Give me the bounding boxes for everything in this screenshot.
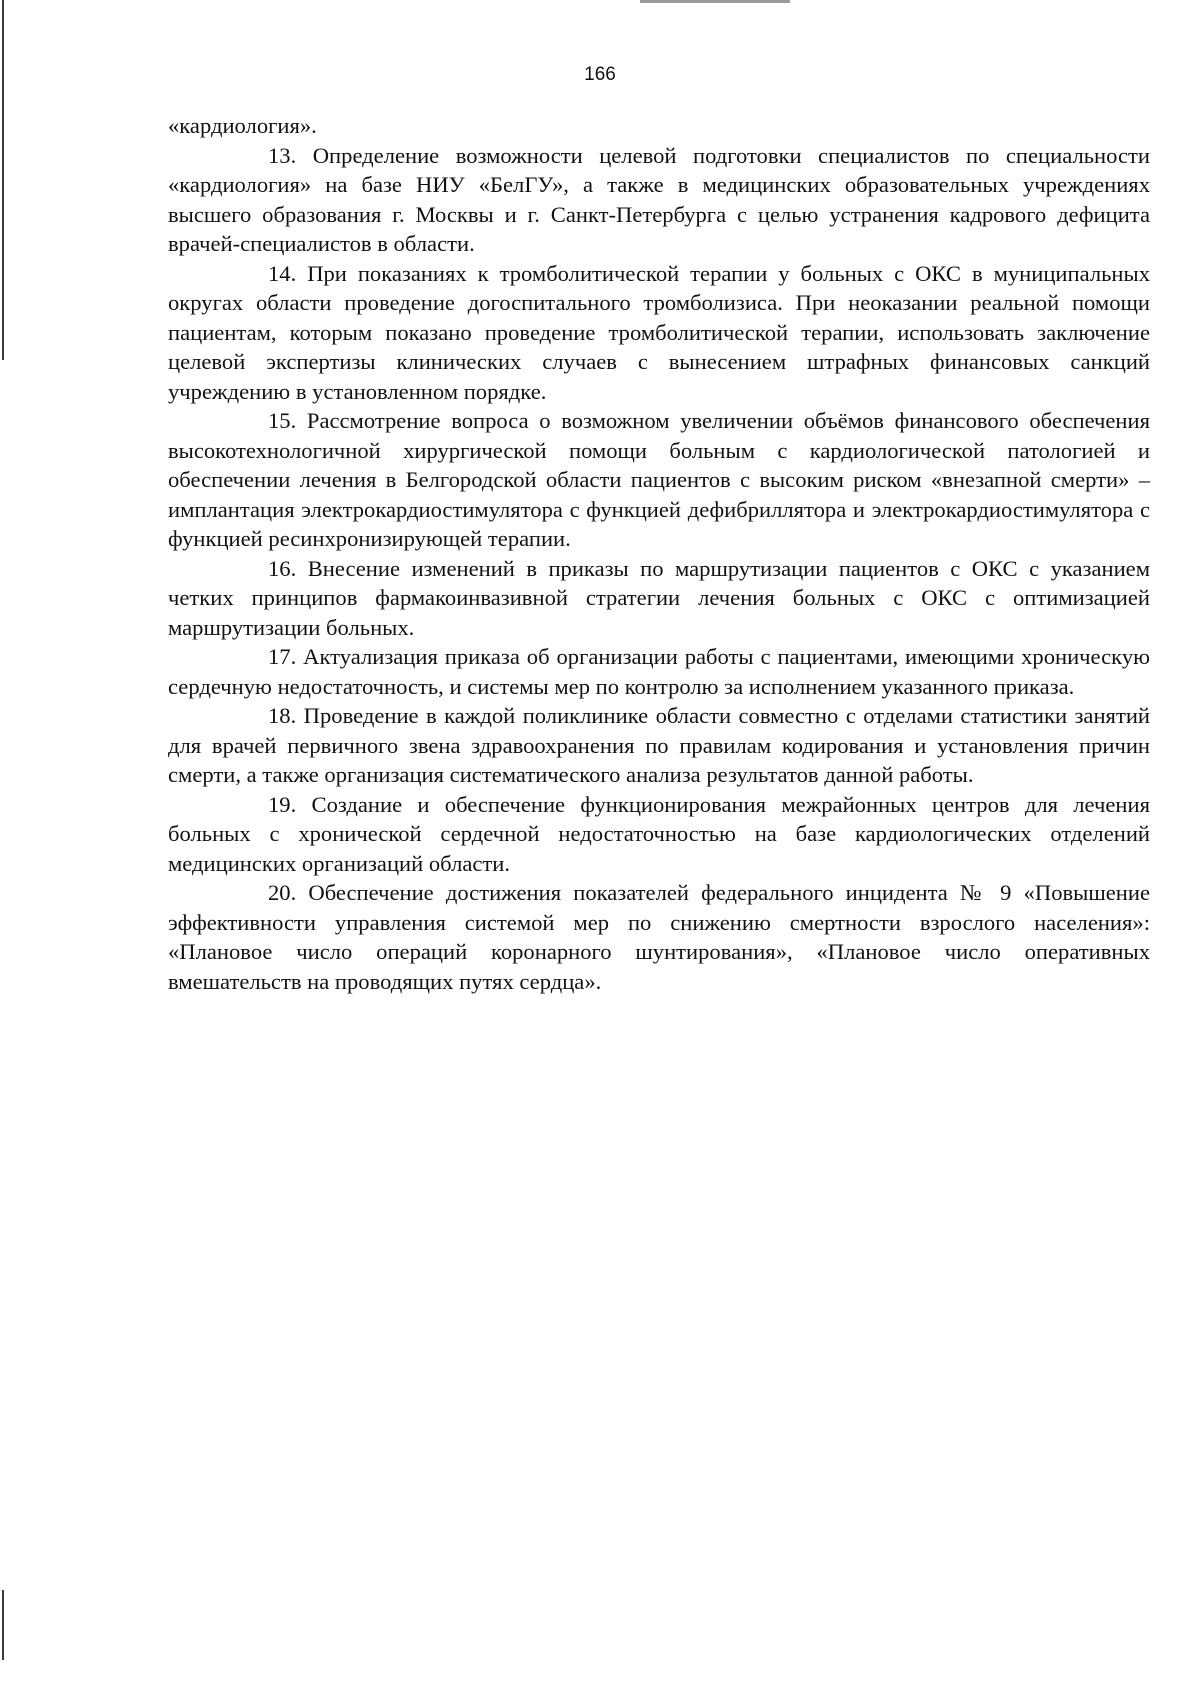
paragraph-item-13: 13. Определение возможности целевой подготовки специалистов по специальности «кардиология» на базе НИУ «БелГУ», а также в медицинских образовательных учреждениях высшего образования г. Москвы и г. Санкт-Петербурга с целью устранения кадрового дефицита врачей-специалистов в области.: [168, 142, 1150, 256]
page-number: 166: [584, 64, 616, 85]
paragraph-item-15: 15. Рассмотрение вопроса о возможном увеличении объёмов финансового обеспечения высокотехнологичной хирургической помощи больным с кардиологической патологией и обеспечении лечения в Белгородской области пациентов с высоким риском «внезапной смерти» – имплантация электрокардиостимулятора с функцией дефибриллятора и электрокардиостимулятора с функцией ресинхронизирующей терапии.: [168, 408, 1150, 551]
scan-top-mark: [640, 0, 790, 3]
scan-edge-mark: [2, 0, 4, 360]
paragraph-item-18: 18. Проведение в каждой поликлинике области совместно с отделами статистики занятий для врачей первичного звена здравоохранения по правилам кодирования и установления причин смерти, а также организация систематического анализа результатов данной работы.: [168, 703, 1150, 787]
paragraph-item-17: 17. Актуализация приказа об организации работы с пациентами, имеющими хроническую сердечную недостаточность, и системы мер по контролю за исполнением указанного приказа.: [168, 644, 1150, 699]
document-body: [168, 111, 1150, 996]
paragraph-item-14: 14. При показаниях к тромболитической терапии у больных с ОКС в муниципальных округах области проведение догоспитального тромболизиса. При неоказании реальной помощи пациентам, которым показано проведение тромболитической терапии, использовать заключение целевой экспертизы клинических случаев с вынесением штрафных финансовых санкций учреждению в установленном порядке.: [168, 260, 1150, 404]
paragraph-continuation: «кардиология».: [168, 113, 317, 138]
paragraph-item-19: 19. Создание и обеспечение функционирования межрайонных центров для лечения больных с хронической сердечной недостаточностью на базе кардиологических отделений медицинских организаций области.: [168, 791, 1150, 876]
paragraph-item-16: 16. Внесение изменений в приказы по маршрутизации пациентов с ОКС с указанием четких принципов фармакоинвазивной стратегии лечения больных с ОКС с оптимизацией маршрутизации больных.: [168, 555, 1150, 640]
scan-edge-mark: [2, 1590, 4, 1660]
paragraph-item-20: 20. Обеспечение достижения показателей федерального инцидента № 9 «Повышение эффективности управления системой мер по снижению смертности взрослого населения»: «Плановое число операций коронарного шунтирования», «Плановое число оперативных вмешательств на проводящих путях сердца».: [168, 880, 1150, 994]
